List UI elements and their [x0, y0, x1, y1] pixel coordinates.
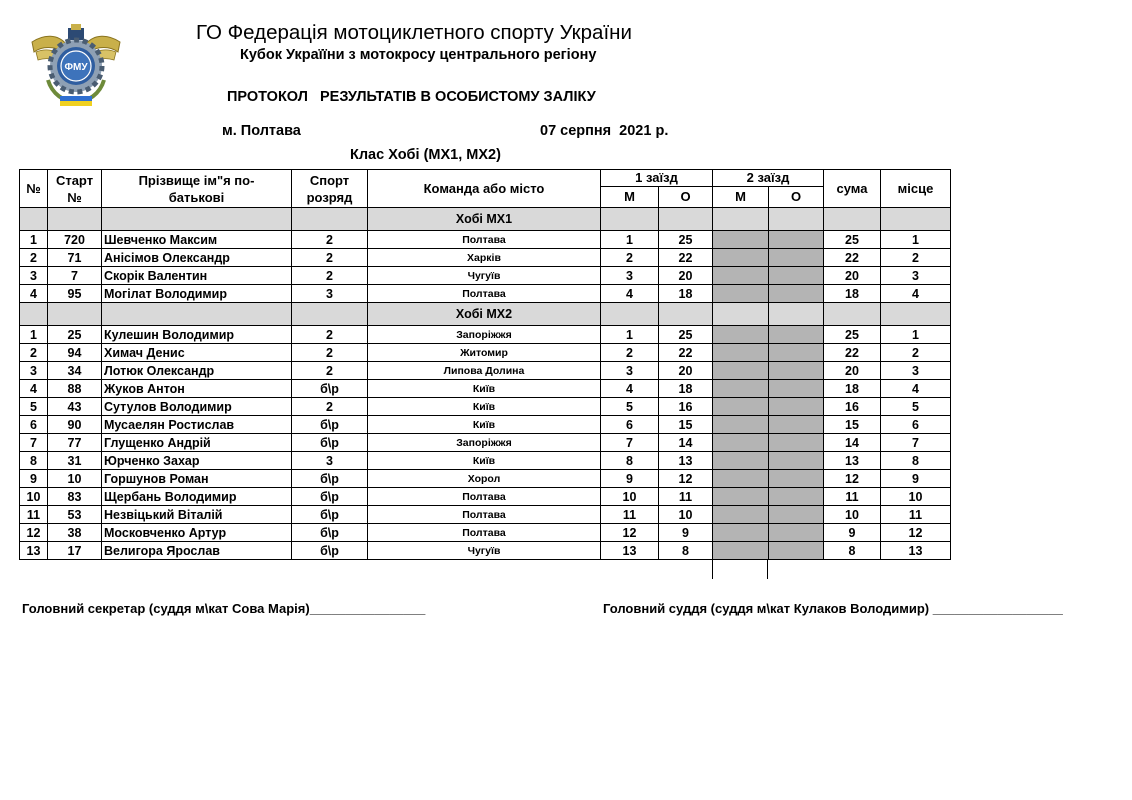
cell-place: 2	[881, 249, 951, 267]
cell-o2	[769, 524, 824, 542]
cell-start: 53	[48, 506, 102, 524]
cell-m1: 8	[601, 452, 659, 470]
cell-place: 7	[881, 434, 951, 452]
cell-rank: 2	[292, 231, 368, 249]
cell-start: 83	[48, 488, 102, 506]
cell-team: Запоріжжя	[368, 326, 601, 344]
table-row	[20, 326, 951, 344]
cell-team: Харків	[368, 249, 601, 267]
cell-rank: б\р	[292, 470, 368, 488]
cell-o1: 18	[659, 380, 713, 398]
col-rank-line2: розряд	[306, 189, 353, 205]
section-empty-cell	[292, 208, 368, 231]
cell-m1: 9	[601, 470, 659, 488]
cell-rank: 2	[292, 326, 368, 344]
cell-n: 1	[20, 326, 48, 344]
cell-name: Жуков Антон	[102, 380, 292, 398]
cell-n: 2	[20, 249, 48, 267]
section-title: Хобі МХ2	[368, 303, 601, 326]
cell-team: Липова Долина	[368, 362, 601, 380]
cell-place: 4	[881, 380, 951, 398]
cell-start: 94	[48, 344, 102, 362]
cell-name: Анісімов Олександр	[102, 249, 292, 267]
cell-n: 4	[20, 285, 48, 303]
col-name-line2: батькові	[168, 189, 225, 205]
cell-team: Полтава	[368, 285, 601, 303]
cell-rank: 3	[292, 452, 368, 470]
cell-team: Київ	[368, 416, 601, 434]
table-row	[20, 434, 951, 452]
cell-rank: б\р	[292, 488, 368, 506]
col-team: Команда або місто	[368, 170, 601, 208]
section-empty-cell	[713, 208, 769, 231]
cell-m2	[713, 380, 769, 398]
col-rank-line1: Спорт	[309, 172, 350, 188]
cell-start: 10	[48, 470, 102, 488]
cell-sum: 15	[824, 416, 881, 434]
cell-o2	[769, 267, 824, 285]
section-empty-cell	[659, 208, 713, 231]
class-label: Клас Хобі (МХ1, МХ2)	[350, 147, 501, 163]
cell-sum: 18	[824, 285, 881, 303]
cell-n: 6	[20, 416, 48, 434]
cell-o1: 16	[659, 398, 713, 416]
cell-place: 1	[881, 231, 951, 249]
cell-rank: 2	[292, 362, 368, 380]
cell-start: 720	[48, 231, 102, 249]
cell-o2	[769, 434, 824, 452]
cell-name: Щербань Володимир	[102, 488, 292, 506]
cell-m1: 7	[601, 434, 659, 452]
cell-o1: 10	[659, 506, 713, 524]
cell-team: Полтава	[368, 524, 601, 542]
cell-o1: 18	[659, 285, 713, 303]
cell-m1: 1	[601, 231, 659, 249]
cell-m2	[713, 434, 769, 452]
cell-o1: 13	[659, 452, 713, 470]
cell-start: 90	[48, 416, 102, 434]
cell-m1: 3	[601, 362, 659, 380]
cell-m1: 6	[601, 416, 659, 434]
cell-n: 3	[20, 362, 48, 380]
cell-name: Незвіцький Віталій	[102, 506, 292, 524]
cell-team: Житомир	[368, 344, 601, 362]
cell-rank: 2	[292, 249, 368, 267]
cell-n: 1	[20, 231, 48, 249]
col-race1: 1 заїзд	[601, 170, 713, 187]
cell-m1: 2	[601, 344, 659, 362]
cell-name: Химач Денис	[102, 344, 292, 362]
section-empty-cell	[713, 303, 769, 326]
cell-team: Полтава	[368, 488, 601, 506]
cell-m1: 12	[601, 524, 659, 542]
cell-name: Мусаелян Ростислав	[102, 416, 292, 434]
cell-o2	[769, 326, 824, 344]
cell-place: 5	[881, 398, 951, 416]
cell-o2	[769, 470, 824, 488]
section-empty-cell	[48, 208, 102, 231]
cell-name: Могілат Володимир	[102, 285, 292, 303]
document-subtitle: Кубок Україїни з мотокросу центрального регіону	[240, 47, 597, 63]
table-trailing-line-o	[767, 560, 768, 579]
table-row	[20, 344, 951, 362]
table-row	[20, 398, 951, 416]
cell-name: Юрченко Захар	[102, 452, 292, 470]
section-empty-cell	[881, 208, 951, 231]
cell-start: 31	[48, 452, 102, 470]
section-empty-cell	[881, 303, 951, 326]
table-row	[20, 249, 951, 267]
cell-name: Горшунов Роман	[102, 470, 292, 488]
cell-n: 12	[20, 524, 48, 542]
cell-start: 77	[48, 434, 102, 452]
cell-place: 6	[881, 416, 951, 434]
cell-sum: 22	[824, 249, 881, 267]
cell-n: 3	[20, 267, 48, 285]
cell-start: 34	[48, 362, 102, 380]
cell-team: Полтава	[368, 231, 601, 249]
cell-n: 10	[20, 488, 48, 506]
table-row	[20, 488, 951, 506]
cell-sum: 20	[824, 362, 881, 380]
col-race1-m: М	[601, 187, 659, 208]
cell-place: 3	[881, 362, 951, 380]
cell-m2	[713, 542, 769, 560]
document-title: ГО Федерація мотоциклетного спорту України	[196, 21, 632, 44]
section-empty-cell	[20, 303, 48, 326]
col-name-line1: Прізвище ім"я по-	[138, 172, 255, 188]
cell-rank: б\р	[292, 506, 368, 524]
section-empty-cell	[601, 208, 659, 231]
cell-m1: 4	[601, 285, 659, 303]
cell-m2	[713, 285, 769, 303]
cell-name: Кулешин Володимир	[102, 326, 292, 344]
cell-o1: 14	[659, 434, 713, 452]
cell-m1: 11	[601, 506, 659, 524]
section-empty-cell	[769, 303, 824, 326]
cell-m2	[713, 470, 769, 488]
cell-name: Сутулов Володимир	[102, 398, 292, 416]
cell-start: 25	[48, 326, 102, 344]
cell-start: 95	[48, 285, 102, 303]
cell-name: Велигора Ярослав	[102, 542, 292, 560]
col-race2-m: М	[713, 187, 769, 208]
cell-rank: б\р	[292, 542, 368, 560]
cell-n: 7	[20, 434, 48, 452]
cell-o2	[769, 344, 824, 362]
section-empty-cell	[48, 303, 102, 326]
cell-m2	[713, 326, 769, 344]
cell-n: 13	[20, 542, 48, 560]
cell-sum: 14	[824, 434, 881, 452]
cell-n: 2	[20, 344, 48, 362]
cell-place: 11	[881, 506, 951, 524]
cell-o2	[769, 380, 824, 398]
cell-sum: 22	[824, 344, 881, 362]
section-empty-cell	[824, 208, 881, 231]
cell-o2	[769, 452, 824, 470]
cell-o1: 8	[659, 542, 713, 560]
cell-sum: 8	[824, 542, 881, 560]
cell-place: 2	[881, 344, 951, 362]
cell-m2	[713, 267, 769, 285]
cell-o2	[769, 542, 824, 560]
section-title: Хобі МХ1	[368, 208, 601, 231]
cell-start: 43	[48, 398, 102, 416]
cell-n: 9	[20, 470, 48, 488]
table-row	[20, 362, 951, 380]
cell-team: Київ	[368, 380, 601, 398]
col-race2-o: О	[769, 187, 824, 208]
col-start	[48, 170, 102, 208]
cell-m1: 2	[601, 249, 659, 267]
section-row	[20, 303, 951, 326]
cell-o1: 11	[659, 488, 713, 506]
cell-m1: 5	[601, 398, 659, 416]
cell-sum: 20	[824, 267, 881, 285]
cell-team: Київ	[368, 398, 601, 416]
col-name	[102, 170, 292, 208]
table-row	[20, 380, 951, 398]
cell-m1: 13	[601, 542, 659, 560]
col-num: №	[20, 170, 48, 208]
cell-rank: б\р	[292, 416, 368, 434]
cell-start: 71	[48, 249, 102, 267]
cell-o1: 15	[659, 416, 713, 434]
cell-m1: 10	[601, 488, 659, 506]
cell-o2	[769, 398, 824, 416]
table-row	[20, 542, 951, 560]
cell-place: 10	[881, 488, 951, 506]
cell-sum: 25	[824, 326, 881, 344]
cell-sum: 13	[824, 452, 881, 470]
cell-name: Московченко Артур	[102, 524, 292, 542]
cell-m2	[713, 249, 769, 267]
cell-o1: 9	[659, 524, 713, 542]
cell-o1: 25	[659, 231, 713, 249]
cell-place: 1	[881, 326, 951, 344]
section-empty-cell	[292, 303, 368, 326]
cell-o2	[769, 231, 824, 249]
cell-name: Шевченко Максим	[102, 231, 292, 249]
section-empty-cell	[824, 303, 881, 326]
cell-o2	[769, 249, 824, 267]
cell-sum: 9	[824, 524, 881, 542]
cell-place: 4	[881, 285, 951, 303]
cell-start: 7	[48, 267, 102, 285]
svg-text:ФМУ: ФМУ	[64, 62, 88, 73]
cell-o2	[769, 416, 824, 434]
cell-rank: б\р	[292, 524, 368, 542]
cell-m2	[713, 416, 769, 434]
col-start-line2: №	[67, 189, 82, 205]
cell-rank: 2	[292, 267, 368, 285]
cell-o2	[769, 488, 824, 506]
col-sum: сума	[824, 170, 881, 208]
cell-m2	[713, 524, 769, 542]
section-empty-cell	[20, 208, 48, 231]
cell-m1: 3	[601, 267, 659, 285]
cell-sum: 11	[824, 488, 881, 506]
section-empty-cell	[102, 208, 292, 231]
cell-n: 5	[20, 398, 48, 416]
cell-m1: 4	[601, 380, 659, 398]
cell-start: 38	[48, 524, 102, 542]
header-row-1	[20, 170, 951, 187]
event-city: м. Полтава	[222, 123, 301, 139]
col-start-line1: Старт	[55, 172, 94, 188]
table-row	[20, 267, 951, 285]
cell-m1: 1	[601, 326, 659, 344]
table-row	[20, 231, 951, 249]
table-row	[20, 506, 951, 524]
cell-m2	[713, 506, 769, 524]
cell-rank: б\р	[292, 434, 368, 452]
cell-o1: 22	[659, 344, 713, 362]
cell-sum: 12	[824, 470, 881, 488]
cell-place: 12	[881, 524, 951, 542]
table-row	[20, 470, 951, 488]
cell-team: Київ	[368, 452, 601, 470]
cell-m2	[713, 344, 769, 362]
cell-rank: 2	[292, 344, 368, 362]
cell-o2	[769, 506, 824, 524]
cell-rank: 3	[292, 285, 368, 303]
cell-start: 88	[48, 380, 102, 398]
cell-name: Скорік Валентин	[102, 267, 292, 285]
section-row	[20, 208, 951, 231]
cell-place: 13	[881, 542, 951, 560]
cell-place: 3	[881, 267, 951, 285]
event-date: 07 серпня 2021 р.	[540, 123, 669, 139]
cell-sum: 16	[824, 398, 881, 416]
federation-logo-emblem	[30, 22, 122, 108]
table-row	[20, 285, 951, 303]
table-row	[20, 524, 951, 542]
cell-place: 8	[881, 452, 951, 470]
results-table	[19, 169, 951, 560]
cell-team: Запоріжжя	[368, 434, 601, 452]
cell-sum: 25	[824, 231, 881, 249]
cell-start: 17	[48, 542, 102, 560]
cell-n: 8	[20, 452, 48, 470]
secretary-signature-line: Головний секретар (суддя м\кат Сова Марія)________________	[22, 601, 426, 616]
cell-team: Чугуїв	[368, 267, 601, 285]
cell-o2	[769, 285, 824, 303]
protocol-heading: ПРОТОКОЛ РЕЗУЛЬТАТІВ В ОСОБИСТОМУ ЗАЛІКУ	[227, 89, 596, 105]
cell-m2	[713, 231, 769, 249]
col-race2: 2 заїзд	[713, 170, 824, 187]
cell-rank: б\р	[292, 380, 368, 398]
table-trailing-line-m	[712, 560, 713, 579]
cell-name: Глущенко Андрій	[102, 434, 292, 452]
judge-signature-line: Головний суддя (суддя м\кат Кулаков Володимир) __________________	[603, 601, 1063, 616]
cell-team: Полтава	[368, 506, 601, 524]
cell-o2	[769, 362, 824, 380]
col-rank	[292, 170, 368, 208]
cell-rank: 2	[292, 398, 368, 416]
cell-o1: 20	[659, 362, 713, 380]
cell-o1: 12	[659, 470, 713, 488]
section-empty-cell	[102, 303, 292, 326]
cell-team: Чугуїв	[368, 542, 601, 560]
cell-sum: 18	[824, 380, 881, 398]
cell-n: 4	[20, 380, 48, 398]
section-empty-cell	[769, 208, 824, 231]
cell-m2	[713, 488, 769, 506]
cell-o1: 25	[659, 326, 713, 344]
table-row	[20, 452, 951, 470]
cell-o1: 20	[659, 267, 713, 285]
section-empty-cell	[659, 303, 713, 326]
col-place: місце	[881, 170, 951, 208]
cell-o1: 22	[659, 249, 713, 267]
cell-sum: 10	[824, 506, 881, 524]
cell-m2	[713, 452, 769, 470]
cell-place: 9	[881, 470, 951, 488]
cell-m2	[713, 398, 769, 416]
cell-m2	[713, 362, 769, 380]
col-race1-o: О	[659, 187, 713, 208]
section-empty-cell	[601, 303, 659, 326]
cell-n: 11	[20, 506, 48, 524]
cell-team: Хорол	[368, 470, 601, 488]
table-row	[20, 416, 951, 434]
cell-name: Лотюк Олександр	[102, 362, 292, 380]
